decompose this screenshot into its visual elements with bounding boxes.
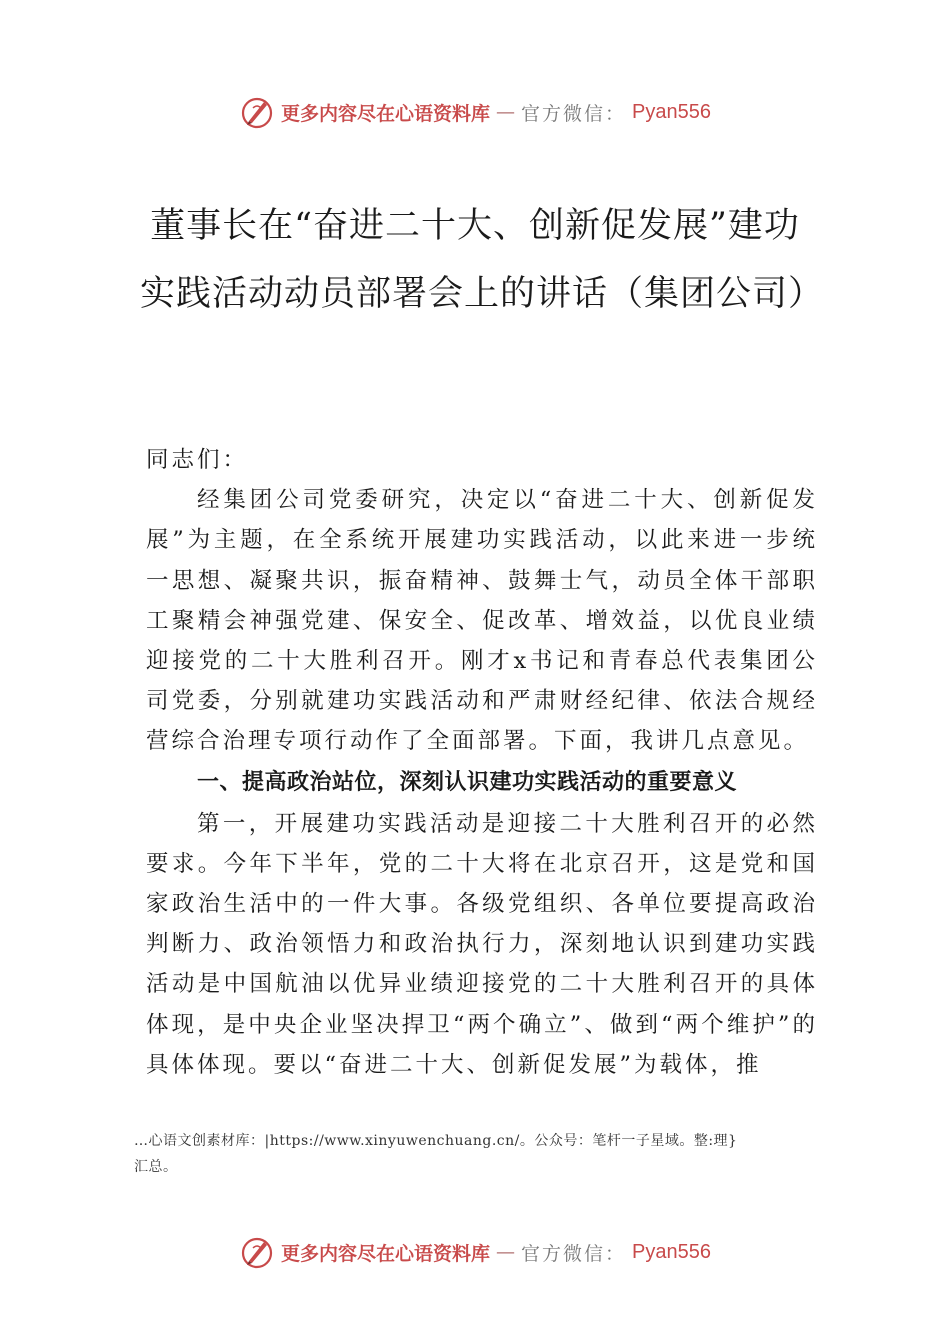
banner-wechat-id: Pyan556 bbox=[632, 100, 711, 123]
greeting: 同志们： bbox=[146, 447, 249, 473]
footnote-line-1: …心语文创素材库：|https://www.xinyuwenchuang.cn/。公众号：笔杆一子星域。整:理} bbox=[134, 1133, 738, 1149]
footnote-line-2: 汇总。 bbox=[134, 1159, 178, 1175]
pen-circle-logo-icon bbox=[239, 1234, 275, 1270]
banner-wechat-label: 官方微信： bbox=[521, 1242, 627, 1265]
footer-banner bbox=[0, 1232, 950, 1272]
banner-main-text: 更多内容尽在心语资料库 bbox=[281, 102, 491, 125]
section-paragraph: 第一，开展建功实践活动是迎接二十大胜利召开的必然要求。今年下半年，党的二十大将在北京召开，这是党和国家政治生活中的一件大事。各级党组织、各单位要提高政治判断力、政治领悟力和政治执行力，深刻地认识到建功实践活动是中国航油以优异业绩迎接党的二十大胜利召开的具体体现，是中央企业坚决捍卫“两个确立”、做到“两个维护”的具体体现。要以“奋进二十大、创新促发展”为载体，推 bbox=[146, 810, 818, 1078]
banner-separator: — bbox=[496, 1241, 516, 1263]
document-body bbox=[146, 440, 818, 1085]
banner-main-text: 更多内容尽在心语资料库 bbox=[281, 1242, 491, 1265]
footnote bbox=[134, 1128, 844, 1180]
intro-paragraph: 经集团公司党委研究，决定以“奋进二十大、创新促发展”为主题，在全系统开展建功实践活动，以此来进一步统一思想、凝聚共识，振奋精神、鼓舞士气，动员全体干部职工聚精会神强党建、保安全、促改革、增效益，以优良业绩迎接党的二十大胜利召开。刚才x书记和青春总代表集团公司党委，分别就建功实践活动和严肃财经纪律、依法合规经营综合治理专项行动作了全面部署。下面，我讲几点意见。 bbox=[146, 487, 818, 755]
section-heading: 一、提高政治站位，深刻认识建功实践活动的重要意义 bbox=[197, 769, 738, 795]
banner-wechat-id: Pyan556 bbox=[632, 1240, 711, 1263]
header-banner bbox=[0, 92, 950, 132]
document-title: 董事长在“奋进二十大、创新促发展”建功实践活动动员部署会上的讲话（集团公司） bbox=[140, 206, 825, 314]
banner-wechat-label: 官方微信： bbox=[521, 102, 627, 125]
banner-separator: — bbox=[496, 101, 516, 123]
pen-circle-logo-icon bbox=[239, 94, 275, 130]
